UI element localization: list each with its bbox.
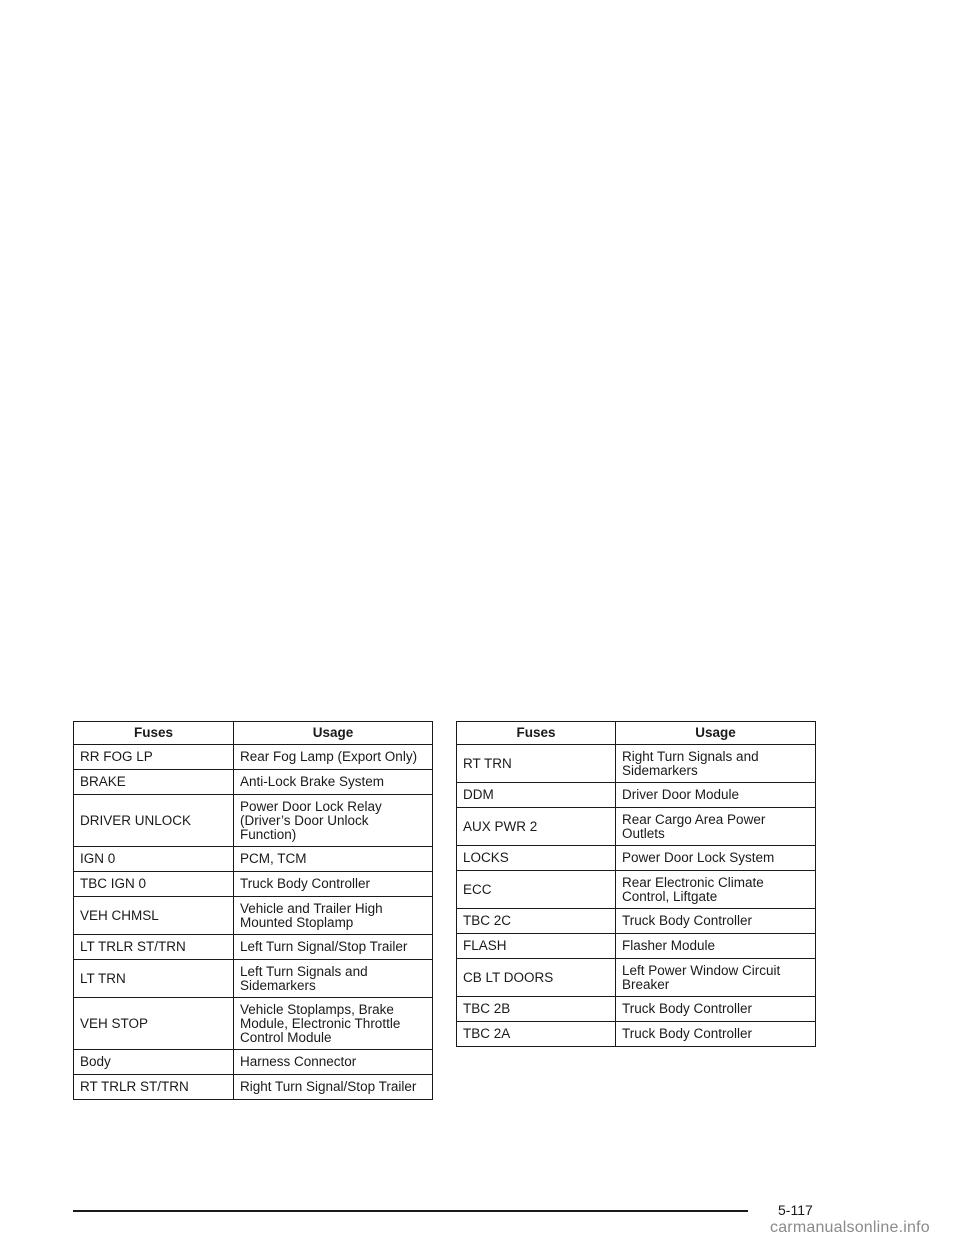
table-row [74, 960, 433, 998]
table-row [457, 997, 816, 1022]
table-row [74, 770, 433, 795]
table-row [74, 1050, 433, 1075]
usage-cell: Left Turn Signal/Stop Trailer [234, 935, 433, 960]
fuse-cell: TBC 2B [457, 997, 616, 1022]
fuse-cell: CB LT DOORS [457, 959, 616, 997]
fuse-table-right [456, 721, 816, 1047]
table-header-row [74, 722, 433, 745]
usage-cell: PCM, TCM [234, 847, 433, 872]
fuse-cell: TBC 2C [457, 909, 616, 934]
table-row [74, 1075, 433, 1100]
table-row [74, 847, 433, 872]
page-number: 5-117 [778, 1202, 813, 1218]
footer-rule [73, 1210, 748, 1212]
column-header-fuses: Fuses [74, 722, 234, 745]
fuse-cell: AUX PWR 2 [457, 808, 616, 846]
usage-cell: Power Door Lock Relay (Driver’s Door Unlock Function) [234, 795, 433, 847]
usage-cell: Driver Door Module [616, 783, 816, 808]
fuse-cell: LT TRN [74, 960, 234, 998]
fuse-cell: TBC 2A [457, 1022, 616, 1047]
usage-cell: Rear Electronic Climate Control, Liftgate [616, 871, 816, 909]
usage-cell: Left Power Window Circuit Breaker [616, 959, 816, 997]
fuse-cell: IGN 0 [74, 847, 234, 872]
table-row [457, 934, 816, 959]
table-row [457, 871, 816, 909]
usage-cell: Right Turn Signal/Stop Trailer [234, 1075, 433, 1100]
fuse-cell: RT TRLR ST/TRN [74, 1075, 234, 1100]
usage-cell: Right Turn Signals and Sidemarkers [616, 745, 816, 783]
table-row [74, 745, 433, 770]
fuse-cell: Body [74, 1050, 234, 1075]
table-row [74, 897, 433, 935]
fuse-cell: VEH CHMSL [74, 897, 234, 935]
table-row [457, 846, 816, 871]
table-row [74, 998, 433, 1050]
usage-cell: Harness Connector [234, 1050, 433, 1075]
table-row [457, 783, 816, 808]
fuse-cell: RT TRN [457, 745, 616, 783]
column-header-usage: Usage [234, 722, 433, 745]
fuse-cell: LT TRLR ST/TRN [74, 935, 234, 960]
usage-cell: Power Door Lock System [616, 846, 816, 871]
usage-cell: Anti-Lock Brake System [234, 770, 433, 795]
table-header-row [457, 722, 816, 745]
fuse-cell: LOCKS [457, 846, 616, 871]
fuse-cell: DDM [457, 783, 616, 808]
fuse-cell: DRIVER UNLOCK [74, 795, 234, 847]
usage-cell: Vehicle Stoplamps, Brake Module, Electronic Throttle Control Module [234, 998, 433, 1050]
fuse-cell: BRAKE [74, 770, 234, 795]
watermark: carmanualsonline.info [770, 1219, 930, 1236]
table-row [74, 795, 433, 847]
table-row [74, 872, 433, 897]
fuse-table-left [73, 721, 433, 1100]
table-row [457, 959, 816, 997]
fuse-cell: VEH STOP [74, 998, 234, 1050]
fuse-cell: RR FOG LP [74, 745, 234, 770]
table-row [457, 1022, 816, 1047]
usage-cell: Truck Body Controller [616, 909, 816, 934]
fuse-cell: FLASH [457, 934, 616, 959]
usage-cell: Truck Body Controller [616, 997, 816, 1022]
usage-cell: Left Turn Signals and Sidemarkers [234, 960, 433, 998]
table-row [74, 935, 433, 960]
table-row [457, 745, 816, 783]
column-header-usage: Usage [616, 722, 816, 745]
fuse-cell: TBC IGN 0 [74, 872, 234, 897]
usage-cell: Rear Fog Lamp (Export Only) [234, 745, 433, 770]
column-header-fuses: Fuses [457, 722, 616, 745]
table-row [457, 808, 816, 846]
fuse-cell: ECC [457, 871, 616, 909]
usage-cell: Rear Cargo Area Power Outlets [616, 808, 816, 846]
usage-cell: Vehicle and Trailer High Mounted Stoplamp [234, 897, 433, 935]
usage-cell: Truck Body Controller [234, 872, 433, 897]
usage-cell: Truck Body Controller [616, 1022, 816, 1047]
usage-cell: Flasher Module [616, 934, 816, 959]
table-row [457, 909, 816, 934]
